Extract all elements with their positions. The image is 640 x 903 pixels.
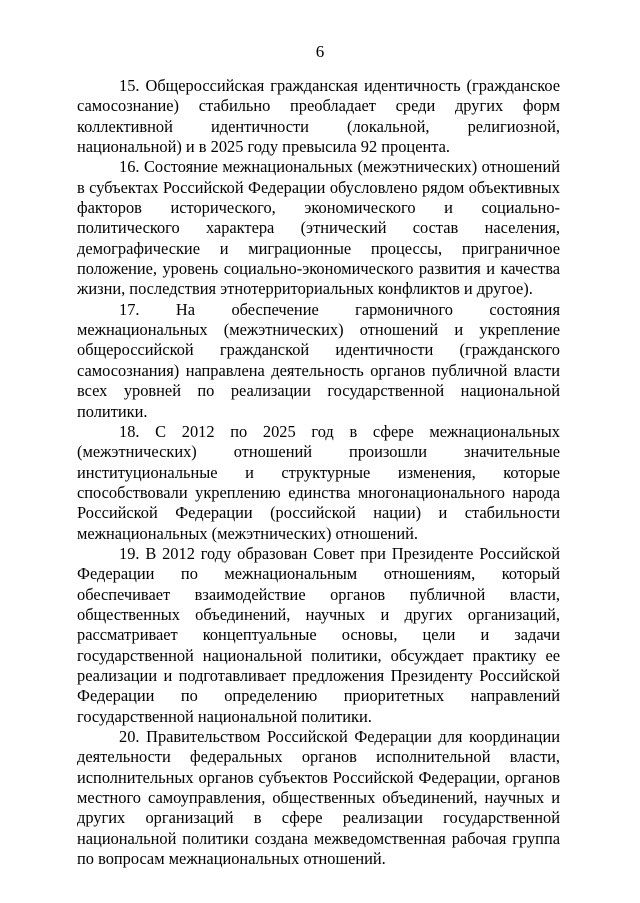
paragraph-15: 15. Общероссийская гражданская идентичность (гражданское самосознание) стабильно преобладает среди других форм коллективной идентичности (локальной, религиозной, национальной) и в 2025 году превысила 92 процента.	[77, 76, 560, 157]
paragraph-18: 18. С 2012 по 2025 год в сфере межнациональных (межэтнических) отношений произошли значительные институциональные и структурные изменения, которые способствовали укреплению единства многонационального народа Российской Федерации (российской нации) и стабильности межнациональных (межэтнических) отношений.	[77, 421, 560, 543]
paragraph-17: 17. На обеспечение гармоничного состояния межнациональных (межэтнических) отношений и укрепление общероссийской гражданской идентичности (гражданского самосознания) направлена деятельность органов публичной власти всех уровней по реализации государственной национальной политики.	[77, 299, 560, 421]
document-body	[77, 76, 560, 869]
paragraph-19: 19. В 2012 году образован Совет при Президенте Российской Федерации по межнациональным отношениям, который обеспечивает взаимодействие органов публичной власти, общественных объединений, научных и других организаций, рассматривает концептуальные основы, цели и задачи государственной национальной политики, обсуждает практику ее реализации и подготавливает предложения Президенту Российской Федерации по определению приоритетных направлений государственной национальной политики.	[77, 543, 560, 726]
paragraph-20: 20. Правительством Российской Федерации для координации деятельности федеральных органов исполнительной власти, исполнительных органов субъектов Российской Федерации, органов местного самоуправления, общественных объединений, научных и других организаций в сфере реализации государственной национальной политики создана межведомственная рабочая группа по вопросам межнациональных отношений.	[77, 727, 560, 869]
page-number: 6	[315, 42, 325, 61]
paragraph-16: 16. Состояние межнациональных (межэтнических) отношений в субъектах Российской Федерации обусловлено рядом объективных факторов исторического, экономического и социально-политического характера (этнический состав населения, демографические и миграционные процессы, приграничное положение, уровень социально-экономического развития и качества жизни, последствия этнотерриториальных конфликтов и другое).	[77, 157, 560, 299]
